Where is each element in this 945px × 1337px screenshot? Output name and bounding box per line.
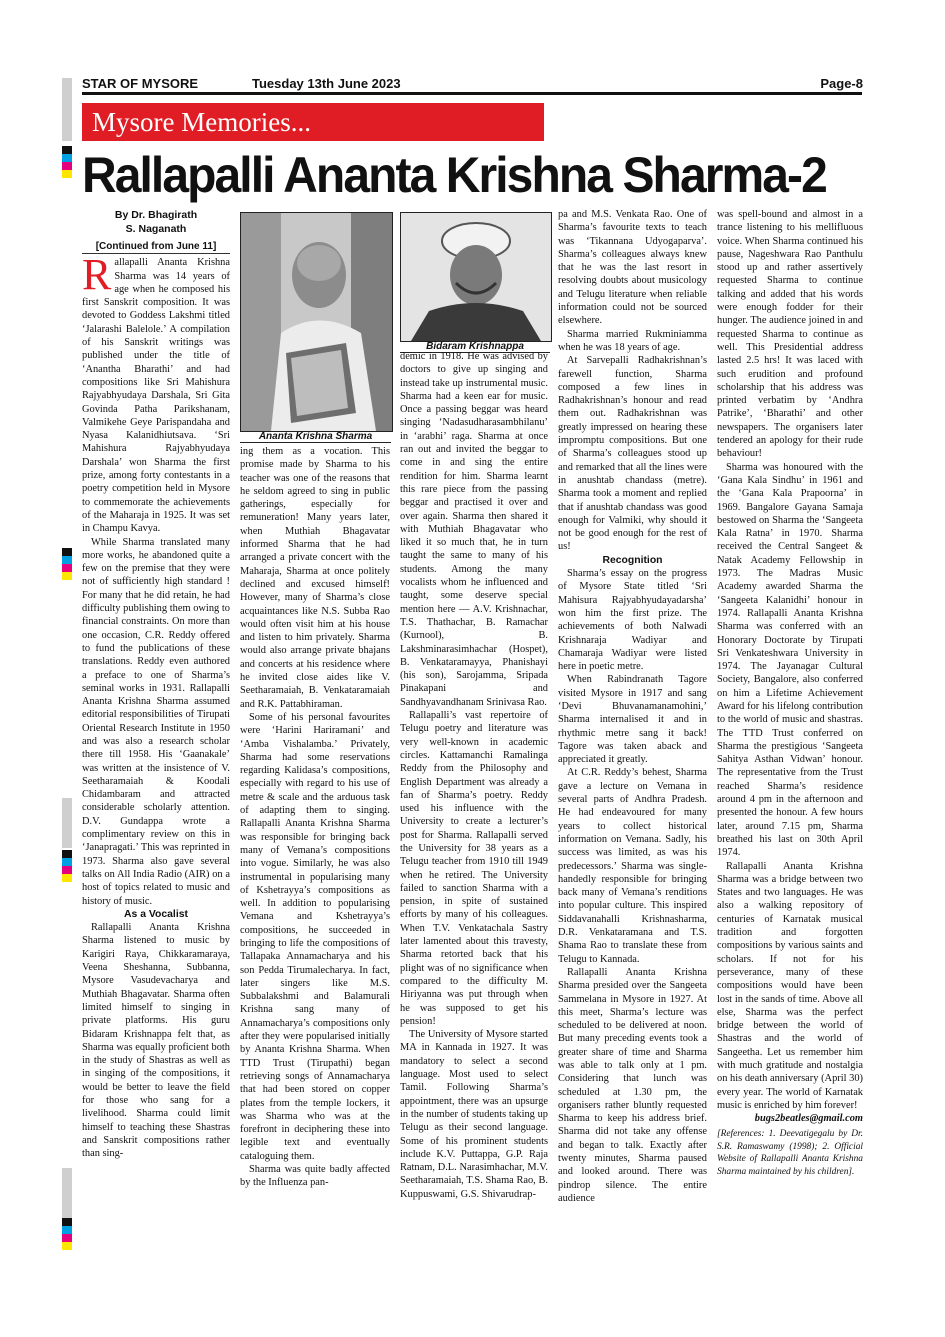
headline: Rallapalli Ananta Krishna Sharma-2: [82, 147, 826, 203]
margin-strip: [62, 798, 72, 848]
paragraph-text: allapalli Ananta Krishna Sharma was 14 years of age when he composed his first Sanskrit composition. It was devoted to Goddess Lakshmi titled ‘Jalarashi Balelole.’ A compilation of his Sanskrit writings was published under the title of ‘Anantha Bharathi’ and had compositions like Sri Mahishura Rajyabhyudaya Darshala, Sri Gita Govinda Patha Parikshanam, Valmikehe Geye Parispandaha and Nyasa Kalanidhiutsava. ‘Sri Mahishura Rajyabhyudaya Darshala’ won Sharma the first prize, among forty contestants in a poetry competition held in Mysore to commemorate the achievements of the Maharaja in 1925. It was set in Champu Kavya.: [82, 257, 230, 535]
photo-ananta-krishna-sharma: [240, 212, 393, 432]
portrait-illustration: [241, 213, 392, 431]
column-1: [82, 208, 230, 1268]
margin-strip: [62, 1168, 72, 1218]
registration-mark: [62, 146, 72, 178]
column-4: [558, 208, 707, 1285]
page-number: Page-8: [820, 76, 863, 91]
byline-author-2: S. Naganath: [125, 223, 187, 235]
author-email[interactable]: bugs2beatles@gmail.com: [754, 1113, 863, 1125]
issue-date: Tuesday 13th June 2023: [252, 76, 401, 91]
subhead-recognition: Recognition: [602, 554, 663, 566]
paragraph: pa and M.S. Venkata Rao. One of Sharma’s favourite texts to teach was ‘Tikannana Udyogaparva’. Sharma’s colleagues always knew that he was the last resort in resolving doubts about musicology and Telugu literature when reliable information could not be sourced elsewhere.: [558, 209, 707, 327]
paragraph: Sharma’s essay on the progress of Mysore State titled ‘Sri Mahisura Rajyabhyudayadarsha’ won him the first prize. The achievements of both Nalwadi Krishnaraja Wadiyar and Chamaraja Wadiyar were listed here in poetic metre.: [558, 568, 707, 673]
paragraph: At C.R. Reddy’s behest, Sharma gave a lecture on Vemana in several parts of Andhra Pradesh. He had endeavoured for many years to collect historical information on Vemana. Sadly, his success was limited, as was his predecessors.’ Sharma was single-handedly responsible for bringing back many of Vemana’s renditions into popular culture. This inspired Siddavanahalli Krishnasharma, D.R. Venkataramana and T.S. Shama Rao to translate these from Telugu to Kannada.: [558, 767, 707, 965]
subhead-vocalist: As a Vocalist: [124, 908, 188, 920]
paragraph: was spell-bound and almost in a trance listening to his mellifluous voice. When Sharma continued his pause, Nageshwara Rao Panthulu stood up and rather assertively requested Sharma to continue talking and added that his words were enough fodder for their hunger. The audience joined in and requested Sharma to continue as well. This Presidential address lasted 2.5 hrs! It was laced with such erudition and profound scholarship that his address was printed verbatim by ‘Andhra Patrike’, ‘Bharathi’ and other newspapers. The organisers later tendered an apology for their rude behaviour!: [717, 209, 863, 460]
paragraph: Sharma was honoured with the ‘Gana Kala Sindhu’ in 1961 and the ‘Gana Kala Prapoorna’ in 1969. Bangalore Gayana Samaja bestowed on Sharma the ‘Sangeeta Kala Ratna’ in 1970. Sharma received the Central Sangeet & Natak Academy Fellowship in 1973. The Madras Music Academy awarded Sharma the ‘Sangeeta Kalanidhi’ honour in 1974. Rallapalli Ananta Krishna Sharma was conferred with an Honorary Doctorate by Tirupati Sri Venkateshwara University in 1974. The Jayanagar Cultural Society, Bangalore, also conferred on him a Lifetime Achievement Award for his lifelong contribution to the world of music and shastras. The TTD Trust conferred on Sharma the prestigious ‘Sangeeta Sahitya Asthan Vidwan’ honour. The representative from the Trust reached Sharma’s residence around 4 pm in the afternoon and presented the honour. A few hours later, around 7.15 pm, Sharma breathed his last on 30th April 1974.: [717, 461, 863, 859]
caption-photo-1: Ananta Krishna Sharma: [240, 431, 391, 443]
paragraph: Rallapalli Ananta Krishna Sharma presided over the Sangeeta Sammelana in Mysore in 1927. At this meet, Sharma’s lecture was scheduled to be delivered at noon. But many preceding events took a greater share of time and Sharma was able to talk only at 1 pm. Considering that lunch was scheduled at 1.30 pm, the organisers rather bluntly requested Sharma to keep his address brief. Sharma did not take any offense and began to talk. Exactly after twenty minutes, Sharma paused and looked around. There was pindrop silence. The entire audience: [558, 966, 707, 1204]
paper-name: STAR OF MYSORE: [82, 76, 199, 91]
references: [References: 1. Deevatigegalu by Dr. S.R. Ramaswamy (1998); 2. Official Website of Rallapalli Ananta Krishna Sharma maintained by his children].: [717, 1129, 863, 1177]
portrait-illustration: [401, 213, 551, 341]
continued-note: [Continued from June 11]: [82, 240, 230, 254]
paragraph: Rallapalli Ananta Krishna Sharma was a bridge between two States and two languages. He was also a walking repository of centuries of Karnatak musical tradition and forgotten compositions by various saints and scholars. If not for his perseverance, many of these compositions would have been lost in the sands of time. Above all else, Sharma was the perfect bridge between the world of Shastras and the world of Sangeetha. Let us remember him with much gratitude and nostalgia on his death anniversary (April 30) every year. The world of Karnatak music is enriched by him forever!: [717, 860, 863, 1111]
paragraph: While Sharma translated many more works, he abandoned quite a few on the premise that they were not of sufficiently high standard ! For many that he did retain, he had difficulty publishing them owing to financial constraints. On more than one occasion, C.R. Reddy offered to fund the publications of these translations. Reddy even authored a preface to one of Sharma’s seminal works in 1931. Rallapalli Ananta Krishna Sharma assumed editorial responsibilities of Tirupati Oriental Research Institute in 1950 and was also a research scholar there till 1958. His ‘Gaanakale’ was written at the insistence of V. Seetharamaiah & Koodali Chidambaram and attracted considerable scholarly attention. D.V. Gundappa wrote a complimentary review on this in ‘Janapragati.’ This was reprinted in 1973. Sharma also gave several talks on All India Radio (AIR) on a host of topics related to music and history of music.: [82, 536, 230, 907]
registration-mark: [62, 1218, 72, 1250]
paragraph: When Rabindranath Tagore visited Mysore in 1917 and sang ‘Devi Bhuvanamanamohini,’ Sharma internalised it and in rhythmic metre sang it back! Tagore was taken aback and appreciated it greatly.: [558, 674, 707, 766]
paragraph: Sharma was quite badly affected by the Influenza pan-: [240, 1164, 390, 1189]
photo-bidaram-krishnappa: [400, 212, 552, 342]
caption-photo-2: Bidaram Krishnappa: [400, 341, 550, 353]
margin-strip: [62, 78, 72, 141]
section-banner: Mysore Memories...: [82, 103, 544, 141]
registration-mark: [62, 548, 72, 580]
paragraph: At Sarvepalli Radhakrishnan’s farewell function, Sharma composed a few lines in Radhakrishnan’s honour and read them out. Radhakrishnan was greatly impressed on hearing these impromptu compositions. But one of Sharma’s colleagues stood up and remarked that all the lines were in anushtab chandass (metre). Sharma took a moment and replied that if anushtab chandass was good enough for Valmiki, why should it not be good enough for the rest of us!: [558, 355, 707, 553]
paragraph: Some of his personal favourites were ‘Harini Hariramani’ and ‘Amba Vishalamba.’ Privately, Sharma had some reservations regarding Kalidasa’s compositions, especially with regard to his use of metre & scale and the arduous task of adapting them to singing. Rallapalli Ananta Krishna Sharma was responsible for bringing back many of Vemana’s compositions into vogue. Similarly, he was also instrumental in popularising many of Kshetrayya’s compositions as well. In addition to popularising Vemana and Kshetrayya’s compositions, he succeeded in bringing to life the compositions of Tallapaka Annamacharya and his son Pedda Tirumalecharya. In fact, later singers like M.S. Subbalakshmi and Balamurali Krishna sang many of Annamacharya’s compositions only after they were popularised initially by Ananta Krishna Sharma. When TTD Trust (Tirupathi) began retrieving songs of Annamacharya that had been stored on copper plates from the temple lockers, it was Sharma who was at the forefront in deciphering these into legible text and eventually cataloguing them.: [240, 711, 390, 1162]
paragraph: [82, 250, 230, 535]
paragraph: Sharma married Rukminiamma when he was 18 years of age.: [558, 328, 707, 353]
byline: [82, 208, 230, 236]
byline-author-1: By Dr. Bhagirath: [114, 209, 198, 221]
margin-spacer: [62, 182, 72, 549]
column-3: [400, 350, 548, 1285]
paragraph: Rallapalli’s vast repertoire of Telugu poetry and literature was very well-known in academic circles. Kattamanchi Ramalinga Reddy from the Philosophy and English Department was already a fan of Sharma’s poetry. Reddy used his influence with the University to create a lecturer’s post for Sharma. Rallapalli served the University for 38 years as a Telugu teacher from 1910 till 1949 when he retired. The University failed to sanction Sharma with a pension, in spite of sustained efforts by many of his colleagues. When T.V. Venkatachala Sastry later lamented about this travesty, Sharma retorted back that his plight was of no significance when compared to the difficulty M. Hiriyanna was put through when he was supposed to get his pension!: [400, 710, 548, 1027]
header-rule: [82, 92, 862, 95]
paragraph: demic in 1918. He was advised by doctors to give up singing and instead take up instrumental music. Sharma had a keen ear for music. Once a passing beggar was heard singing ‘Nadasudharasambhilanu’ in ‘arabhi’ raga. Sharma at once ran out and invited the beggar to come in and sing the entire rendition for him. Sharma learnt this rare piece from the passing beggar and practised it over and over again. Sharma then shared it with Muthiah Bhagavatar who liked it so much that, he in turn taught the same to many of his students. Among the many vocalists whom he influenced and taught, some deserve special mention here — A.V. Krishnachar, T.S. Thathachar, B. Ramachar (Kurnool), B. Lakshminarasimhachar (Hospet), B. Venkataramayya, Phanishayi (his son), Sarojamma, Sripada Pinakapani and Sandhyavandhanam Srinivasa Rao.: [400, 351, 548, 708]
column-2: [240, 445, 390, 1285]
column-5: [717, 208, 863, 1285]
paragraph: The University of Mysore started MA in Kannada in 1927. It was mandatory to select a second language. Most used to select Tamil. Following Sharma’s appointment, there was an upsurge in the number of students taking up Telugu as their second language. Some of his prominent students include K.V. Puttappa, G.P. Raja Ratnam, D.L. Narasimhachar, M.V. Seetharamaiah, T.S. Shama Rao, B. Kuppuswami, G.S. Shivarudrap-: [400, 1029, 548, 1200]
dropcap: R: [82, 250, 112, 300]
paragraph: Rallapalli Ananta Krishna Sharma listened to music by Karigiri Raya, Chikkaramaraya, Veena Sheshanna, Subbanna, Mysore Vasudevacharya and Muthiah Bhagavatar. Sharma often limited himself to singing in private platforms. His guru Bidaram Krishnappa felt that, as Sharma was equally proficient both in the study of Shastras as well as in singing of the compositions, it would be better to leave the field for those who sang for a livelihood. Sharma could limit himself to teaching these Shastras and Sanskrit compositions rather than sing-: [82, 922, 230, 1160]
registration-mark: [62, 850, 72, 882]
paragraph: ing them as a vocation. This promise made by Sharma to his teacher was one of the reasons that he seldom agreed to sing in public gatherings, especially for remuneration! Many years later, when Muthiah Bhagavatar informed Sharma that he had arranged a private concert with the Maharaja, Sharma at once politely declined and excused himself! However, many of Sharma’s close acquaintances like N.S. Subba Rao would often visit him at his house and listen to him privately. Sharma would also arrange private bhajans and concerts at his residence where he invited close aides like V. Seetharamaiah, B. Venkataramaiah and R.K. Pattabhiraman.: [240, 446, 390, 710]
